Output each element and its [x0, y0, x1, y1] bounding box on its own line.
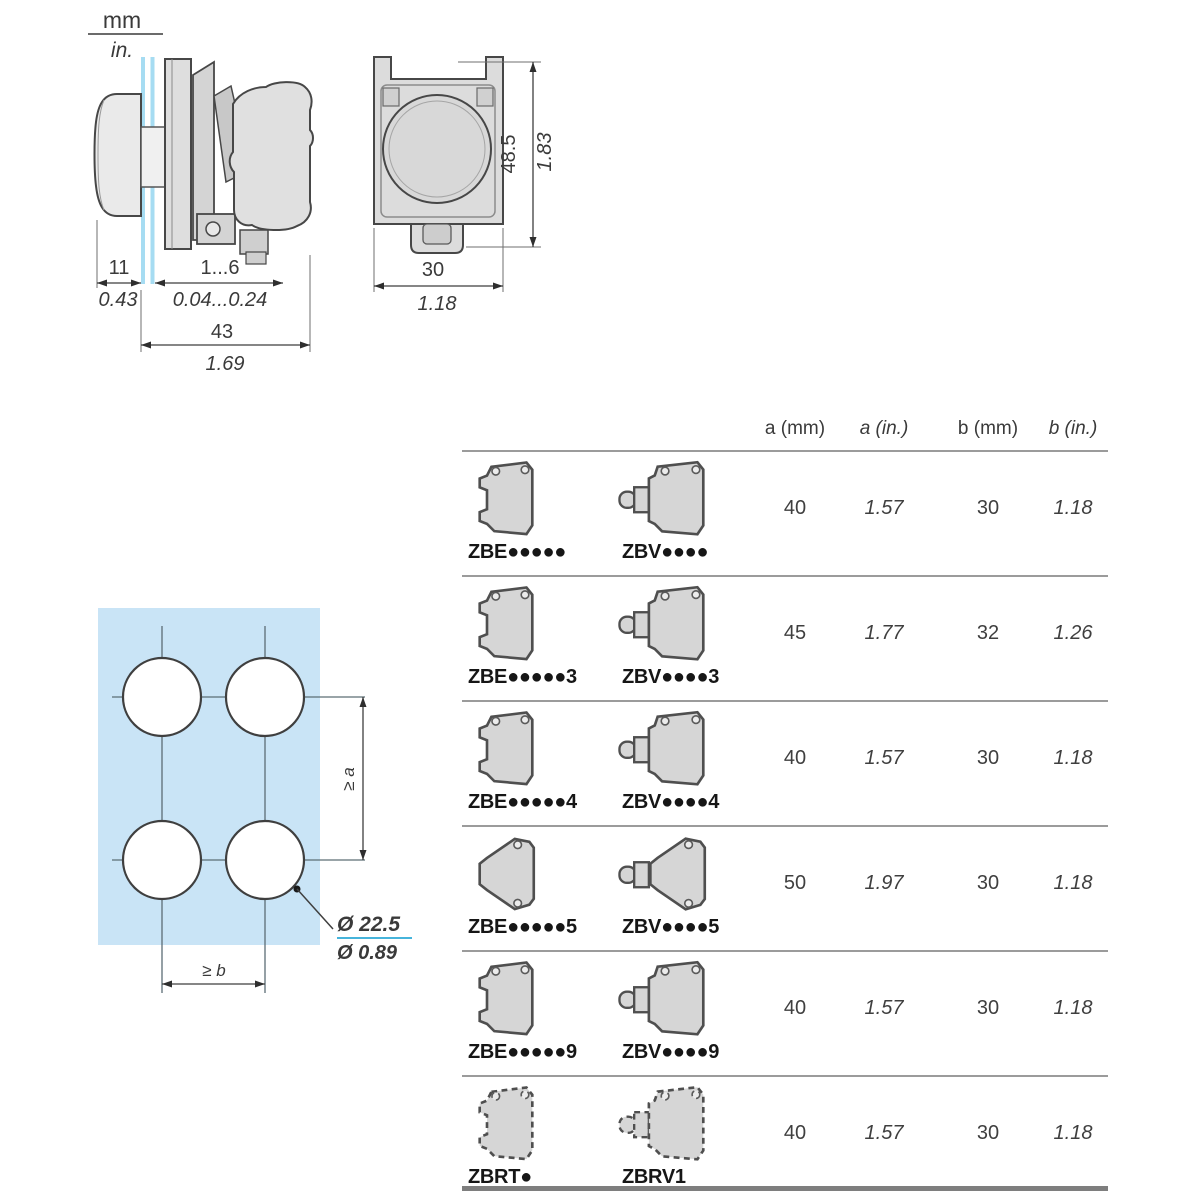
product-ref-zbe: ZBE●●●●●4 [468, 791, 577, 813]
cutout-hole [123, 821, 201, 899]
zbv-block-icon [618, 832, 718, 916]
dim-diameter-in: Ø 0.89 [337, 942, 398, 964]
arrowhead [97, 280, 107, 287]
units-in-label: in. [110, 39, 134, 62]
product-ref-zbe: ZBE●●●●●9 [468, 1041, 577, 1063]
value-a-mm: 40 [783, 1122, 807, 1144]
zbe-block-icon [468, 582, 544, 666]
arrowhead [155, 280, 165, 287]
arrowhead [493, 283, 503, 290]
value-b-mm: 30 [976, 872, 1000, 894]
zbe-block-icon [468, 957, 544, 1041]
dim-panel-mm: 1...6 [200, 257, 240, 279]
table-row [460, 1078, 1108, 1200]
value-b-mm: 30 [976, 747, 1000, 769]
dim-head-mm: 11 [108, 257, 130, 279]
value-b-in: 1.18 [1053, 1122, 1093, 1144]
col-header-b-mm: b (mm) [957, 418, 1019, 439]
dim-height-in: 1.83 [534, 132, 556, 172]
arrowhead [162, 981, 172, 988]
col-header-a-in: a (in.) [859, 418, 909, 439]
table-row [460, 453, 1108, 575]
zbe-block-icon [468, 707, 544, 791]
value-b-mm: 32 [976, 622, 1000, 644]
value-b-in: 1.26 [1053, 622, 1093, 644]
product-ref-zbv: ZBV●●●●4 [622, 791, 720, 813]
table-row [460, 953, 1108, 1075]
value-b-in: 1.18 [1053, 747, 1093, 769]
arrowhead [374, 283, 384, 290]
zbe-block-icon [468, 457, 544, 541]
value-a-in: 1.97 [864, 872, 904, 894]
value-a-in: 1.77 [864, 622, 904, 644]
value-a-in: 1.57 [864, 997, 904, 1019]
value-b-mm: 30 [976, 1122, 1000, 1144]
table-divider [462, 1075, 1108, 1077]
table-row [460, 578, 1108, 700]
arrowhead [255, 981, 265, 988]
dim-panel-in: 0.04...0.24 [172, 289, 268, 311]
zbe-block-icon [468, 832, 544, 916]
product-ref-zbe: ZBE●●●●●3 [468, 666, 577, 688]
button-stem [141, 127, 167, 187]
dim-width-mm: 30 [421, 259, 445, 281]
arrowhead [360, 697, 367, 707]
dim-width-in: 1.18 [417, 293, 457, 315]
side-view-drawing [95, 57, 314, 375]
cutout-hole [123, 658, 201, 736]
value-b-in: 1.18 [1053, 872, 1093, 894]
col-header-a-mm: a (mm) [764, 418, 826, 439]
front-corner-lug-right [477, 88, 493, 106]
arrowhead [300, 342, 310, 349]
dim-spacing-horizontal-label: ≥ b [202, 961, 226, 980]
button-head [95, 94, 142, 216]
table-row [460, 828, 1108, 950]
arrowhead [360, 850, 367, 860]
latch-foot-tip [246, 252, 266, 264]
latch-screw [206, 222, 220, 236]
arrowhead [131, 280, 141, 287]
table-divider [462, 700, 1108, 702]
product-ref-zbrv: ZBRV1 [622, 1166, 686, 1188]
zbrv-block-icon [618, 1082, 718, 1166]
contact-block-body [230, 82, 313, 230]
button-face-circle [383, 95, 491, 203]
units-mm-label: mm [102, 7, 142, 33]
cutout-hole [226, 658, 304, 736]
arrowhead [273, 280, 283, 287]
dimension-drawings [0, 0, 620, 400]
col-header-b-in: b (in.) [1048, 418, 1098, 439]
arrowhead [141, 342, 151, 349]
dim-diameter-mm: Ø 22.5 [337, 913, 401, 936]
product-ref-zbe: ZBE●●●●● [468, 541, 567, 563]
value-a-mm: 40 [783, 997, 807, 1019]
cutout-hole [226, 821, 304, 899]
table-divider [462, 950, 1108, 952]
zbv-block-icon [618, 582, 718, 666]
table-divider [462, 825, 1108, 827]
value-a-mm: 40 [783, 497, 807, 519]
arrowhead [530, 62, 537, 72]
dim-spacing-vertical-label: ≥ a [339, 767, 358, 791]
value-b-in: 1.18 [1053, 997, 1093, 1019]
value-a-mm: 50 [783, 872, 807, 894]
panel-cutout-diagram [60, 580, 480, 1020]
table-divider [462, 575, 1108, 577]
panel-surface [98, 608, 320, 945]
value-b-mm: 30 [976, 997, 1000, 1019]
value-a-in: 1.57 [864, 747, 904, 769]
zbv-block-icon [618, 457, 718, 541]
units-legend [88, 7, 163, 62]
value-b-in: 1.18 [1053, 497, 1093, 519]
table-row [460, 703, 1108, 825]
front-corner-lug-left [383, 88, 399, 106]
dim-depth-in: 1.69 [205, 353, 245, 375]
product-ref-zbv: ZBV●●●●3 [622, 666, 720, 688]
dim-head-in: 0.43 [98, 289, 138, 311]
value-b-mm: 30 [976, 497, 1000, 519]
zbv-block-icon [618, 957, 718, 1041]
value-a-in: 1.57 [864, 1122, 904, 1144]
mounting-flange [165, 59, 191, 249]
value-a-in: 1.57 [864, 497, 904, 519]
zbrt-block-icon [468, 1082, 544, 1166]
arrowhead [530, 237, 537, 247]
bottom-tab-inner [423, 224, 451, 244]
product-ref-zbrt: ZBRT● [468, 1166, 532, 1188]
product-ref-zbe: ZBE●●●●●5 [468, 916, 577, 938]
table-divider [462, 450, 1108, 452]
zbv-block-icon [618, 707, 718, 791]
value-a-mm: 40 [783, 747, 807, 769]
value-a-mm: 45 [783, 622, 807, 644]
latch-foot [240, 230, 268, 254]
product-ref-zbv: ZBV●●●● [622, 541, 709, 563]
front-view-drawing [374, 57, 556, 315]
product-ref-zbv: ZBV●●●●9 [622, 1041, 720, 1063]
dim-depth-mm: 43 [210, 321, 234, 343]
dim-height-mm: 48.5 [498, 134, 520, 174]
product-ref-zbv: ZBV●●●●5 [622, 916, 720, 938]
